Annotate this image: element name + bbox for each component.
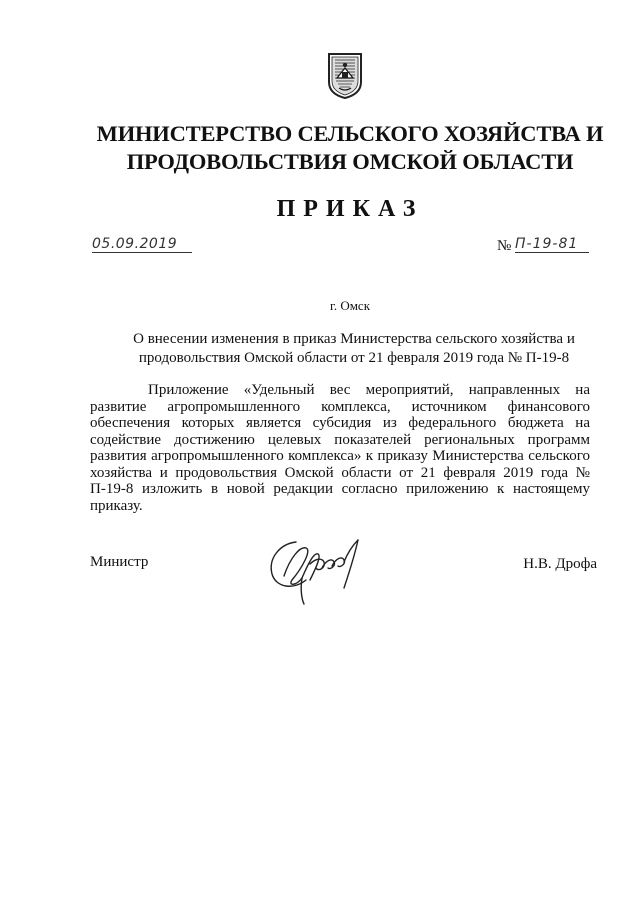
- signatory-name: Н.В. Дрофа: [523, 556, 597, 572]
- document-type-title: ПРИКАЗ: [276, 196, 424, 222]
- signatory-role: Министр: [90, 554, 149, 570]
- city-line: г. Омск: [329, 298, 371, 313]
- order-subject: О внесении изменения в приказ Министерства сельского хозяйства и продовольствия Омской области от 21 февраля 2019 года № П-19-8: [133, 331, 575, 366]
- order-date-handwritten: 05.09.2019: [92, 236, 192, 253]
- coat-of-arms-icon: [327, 52, 363, 100]
- ministry-name-line-1: МИНИСТЕРСТВО СЕЛЬСКОГО ХОЗЯЙСТВА И: [96, 121, 604, 146]
- order-body-paragraph: Приложение «Удельный вес мероприятий, направленных на развитие агропромышленного комплекса, источником финансового обеспечения которых является субсидия из федерального бюджета на содействие достижению целевых показателей региональных программ развития агропромышленного комплекса» к приказу Министерства сельского хозяйства и продовольствия Омской области от 21 февраля 2019 года № П-19-8 изложить в новой редакции согласно приложению к настоящему приказу.: [90, 382, 590, 514]
- ministry-name: [60, 120, 640, 176]
- order-number-handwritten: П-19-81: [515, 236, 589, 253]
- ministry-name-line-2: ПРОДОВОЛЬСТВИЯ ОМСКОЙ ОБЛАСТИ: [126, 149, 574, 174]
- number-sign: №: [497, 238, 512, 254]
- handwritten-signature-icon: [262, 528, 366, 606]
- order-number: [497, 236, 591, 256]
